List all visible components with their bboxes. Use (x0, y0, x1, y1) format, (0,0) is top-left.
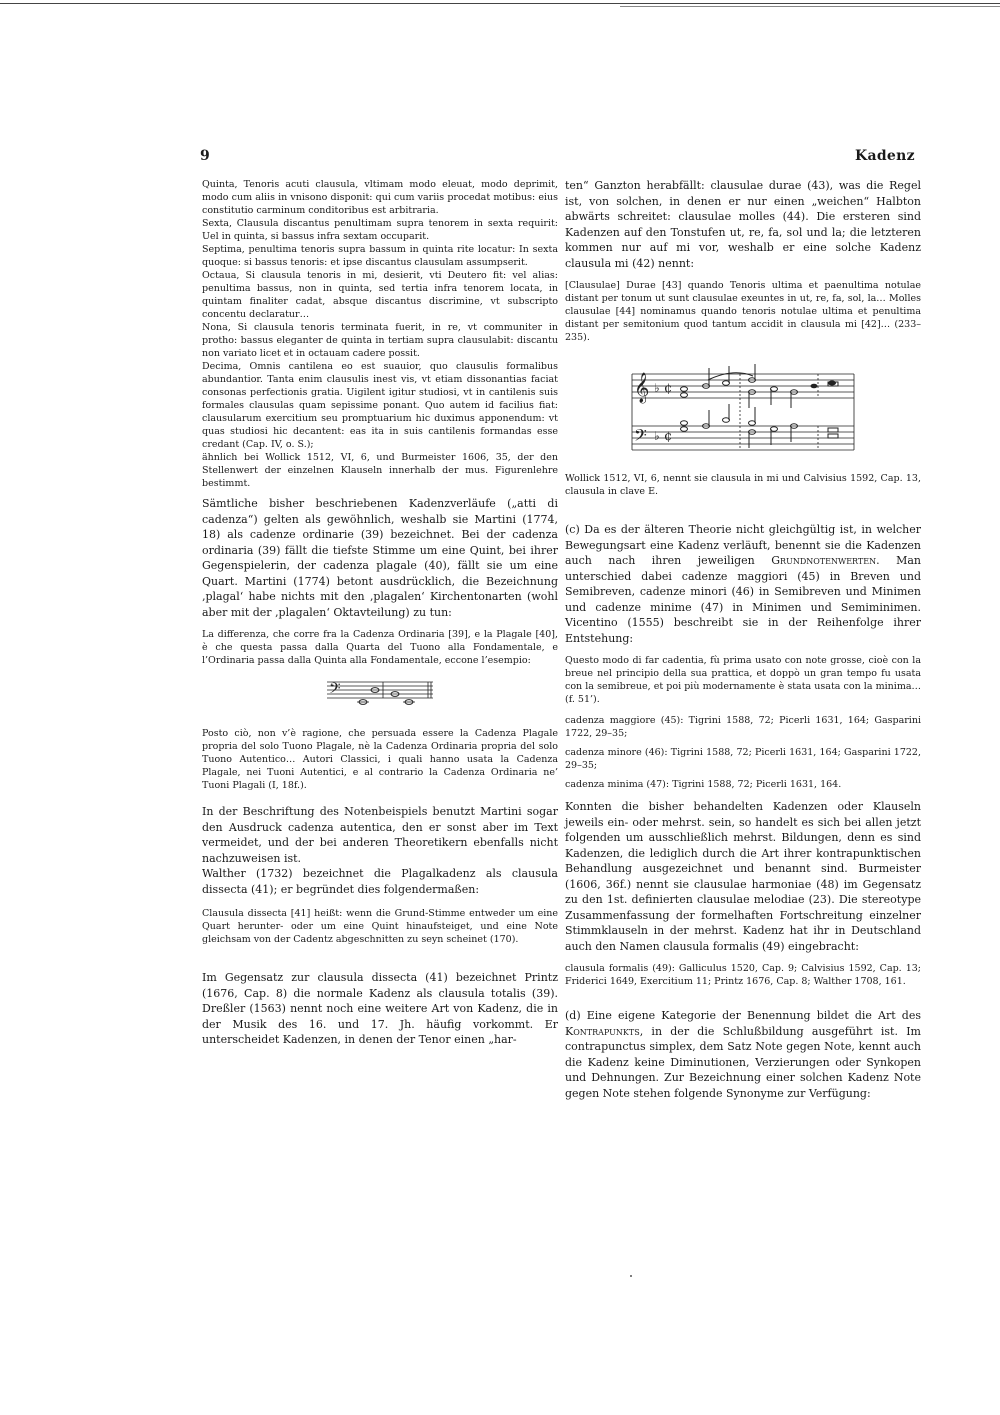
svg-text:¢: ¢ (664, 429, 673, 444)
reference-cadenza-minore: cadenza minore (46): Tigrini 1588, 72; Picerli 1631, 164; Gasparini 1722, 29–35; (565, 747, 921, 771)
paragraph-c-text-1: (c) Da es der älteren Theorie nicht gleichgültig ist, in welcher Bewegungsart eine Kadenz verläuft, benennt sie die Kadenzen auch nach ihren jeweiligen (565, 523, 921, 567)
left-column (202, 178, 558, 1048)
latin-quote-nona: Nona, Si clausula tenoris terminata fuerit, in re, vt communiter in protho: bassus eleganter de quinta in tertiam supra clausulabit: discantu non variato licet et in octauam cadere possit. (202, 322, 558, 359)
latin-quote-octaua: Octaua, Si clausula tenoris in mi, desierit, vti Deutero fit: vel alias: penultima bassus, non in quinta, sed tertia infra tenorem locata, in quintam finaliter cadat, absque discantus discrimine, vt subscripto concentu declaratur… (202, 270, 558, 320)
figure-caption-clausula-mi: Wollick 1512, VI, 6, nennt sie clausula in mi und Calvisius 1592, Cap. 13, clausula in clave E. (565, 473, 921, 497)
paragraph-d-text-2: , in der die Schlußbildung ausgeführt ist. Im contrapunctus simplex, dem Satz Note gegen Note, kennt auch die Kadenz keine Diminutionen, Verzierungen oder Synkopen und Dehnungen. Zur Bezeichnung einer solchen Kadenz Note gegen Note stehen folgende Synonyme zur Verfügung: (565, 1024, 921, 1100)
reference-cadenza-minima: cadenza minima (47): Tigrini 1588, 72; Picerli 1631, 164. (565, 779, 842, 790)
music-example-clausula-mi (628, 360, 858, 456)
music-example-plagal-cadence (325, 677, 435, 707)
quote-martini-2: Posto ciò, non v’è ragione, che persuada essere la Cadenza Plagale propria del solo Tuono Plagale, nè la Cadenza Ordinaria propria del solo Tuono Autentico… Autori Classici, i quali hanno usata la Cadenza Plagale, nei Tuoni Autentici, e al contrario la Cadenza Ordinaria ne’ Tuoni Plagali (I, 18f.). (202, 728, 558, 791)
paragraph-d (565, 1008, 921, 1101)
quote-vicentino: Questo modo di far cadentia, fù prima usato con note grosse, cioè con la breue nel principio della sua prattica, et doppò un gran tempo fu usata con la semibreue, et poi più modernamente è stata usata con la minima… (f. 51’). (565, 655, 921, 705)
quote-clausulae-durae-molles: [Clausulae] Durae [43] quando Tenoris ultima et paenultima notulae distant per tonum ut sunt clausulae exeuntes in ut, re, fa, sol, la… Molles clausulae [44] nominamus quando tenoris notulae ultima et penultima distant per semitonium quod tantum accidit in clausula mi [42]… (233–235). (565, 280, 921, 343)
paragraph-continuation: ten“ Ganzton herabfällt: clausulae durae (43), was die Regel ist, von solchen, in denen er nur einen „weichen“ Halbton abwärts schreitet: clausulae molles (44). Die ersteren sind Kadenzen auf den Tonstufen ut, re, fa, sol und la; die letzteren kommen nur auf mi vor, weshalb er eine solche Kadenz clausula mi (42) nennt: (565, 179, 921, 270)
svg-text:♭: ♭ (654, 429, 660, 443)
reference-clausula-formalis: clausula formalis (49): Galliculus 1520, Cap. 9; Calvisius 1592, Cap. 13; Friderici 1649, Exercitium 11; Printz 1676, Cap. 8; Walther 1708, 161. (565, 963, 921, 987)
page-number: 9 (200, 148, 210, 164)
latin-quote-sexta: Sexta, Clausula discantus penultimam supra tenorem in sexta requirit: Uel in quinta, si bassus infra sextam occuparit. (202, 218, 558, 242)
page-top-rule-secondary (620, 6, 1000, 7)
running-head: Kadenz (855, 148, 915, 164)
reference-cadenza-maggiore: cadenza maggiore (45): Tigrini 1588, 72; Picerli 1631, 164; Gasparini 1722, 29–35; (565, 715, 921, 739)
svg-text:♭: ♭ (654, 381, 660, 395)
page-top-rule (0, 3, 1000, 4)
svg-text:𝄢: 𝄢 (329, 680, 341, 701)
latin-quote-wollick-note: ähnlich bei Wollick 1512, VI, 6, und Burmeister 1606, 35, der den Stellenwert der einzelnen Klauseln innerhalb der mus. Figurenlehre bestimmt. (202, 452, 558, 489)
right-column (565, 178, 921, 1101)
svg-text:𝄞: 𝄞 (634, 373, 650, 403)
stray-mark (630, 1275, 632, 1277)
svg-text:¢: ¢ (664, 381, 673, 396)
svg-text:𝄢: 𝄢 (634, 425, 647, 449)
paragraph-c (565, 522, 921, 646)
paragraph-d-text-1: (d) Eine eigene Kategorie der Benennung bildet die Art des (565, 1009, 921, 1022)
paragraph-clausula-formalis: Konnten die bisher behandelten Kadenzen oder Klauseln jeweils ein- oder mehrst. sein, so handelt es sich bei allen jetzt folgenden um ausschließlich mehrst. Bildungen, denn es sind Kadenzen, die lediglich durch die Art ihrer kontrapunktischen Behandlung ausgezeichnet und benannt sind. Burmeister (1606, 36f.) nennt sie clausulae harmoniae (48) im Gegensatz zu den 1st. definierten clausulae melodiae (23). Die stereotype Zusammenfassung der formelhaften Fortschreitung einzelner Stimmklauseln in der mehrst. Kadenz hat ihr in Deutschland auch den Namen clausula formalis (49) eingebracht: (565, 800, 921, 953)
paragraph-c-text-2: . Man unterschied dabei cadenze maggiori (45) in Breven und Semibreven, cadenze minori (46) in Semibreven und Minimen und cadenze minime (47) in Minimen und Semiminimen. Vicentino (1555) beschreibt sie in der Reihenfolge ihrer Entstehung: (565, 554, 921, 645)
latin-quote-quinta: Quinta, Tenoris acuti clausula, vltimam modo eleuat, modo deprimit, modo cum aliis in vnisono disponit: qui cum variis procedat motibus: eius constitutio carminum conditoribus est arbitraria. (202, 179, 558, 216)
latin-quote-decima: Decima, Omnis cantilena eo est suauior, quo clausulis formalibus abundantior. Tanta enim clausulis inest vis, vt etiam dissonantias faciat consonas perfectionis gratia. Uigilent igitur studiosi, vt in cantilenis suis formales clausulas quam sepissime ponant. Quo autem id facilius fiat: clausularum exercitium seu promptuarium hic duximus apponendum: vt quas studiosi hic decantent: eas ita in suis cantilenis formandas esse credant (Cap. IV, o. S.); (202, 361, 558, 450)
paragraph-c-smallcaps: Grundnotenwerten (771, 554, 877, 567)
quote-martini-1: La differenza, che corre fra la Cadenza Ordinaria [39], e la Plagale [40], è che questa passa dalla Quarta del Tuono alla Fondamentale, e l’Ordinaria passa dalla Quinta alla Fondamentale, eccone l’esempio: (202, 629, 558, 666)
paragraph-walther: Walther (1732) bezeichnet die Plagalkadenz als clausula dissecta (41); er begründet dies folgendermaßen: (202, 867, 558, 896)
latin-quote-septima: Septima, penultima tenoris supra bassum in quinta rite locatur: In sexta quoque: si bassus tenoris: et ipse discantus clausulam assumpserit. (202, 244, 558, 268)
paragraph-d-smallcaps: Kontrapunkts (565, 1024, 640, 1038)
paragraph-martini: Sämtliche bisher beschriebenen Kadenzverläufe („atti di cadenza“) gelten als gewöhnlich, weshalb sie Martini (1774, 18) als cadenze ordinarie (39) bezeichnet. Bei der cadenza ordinaria (39) fällt die tiefste Stimme um eine Quint, bei ihrer Gegenspielerin, der cadenza plagale (40), fällt sie um eine Quart. Martini (1774) betont ausdrücklich, die Bezeichnung ‚plagal‘ habe nichts mit den ‚plagalen‘ Kirchentonarten (wohl aber mit der ‚plagalen‘ Oktavteilung) zu tun: (202, 497, 558, 619)
quote-walther: Clausula dissecta [41] heißt: wenn die Grund-Stimme entweder um eine Quart herunter- oder um eine Quint hinaufsteiget, und eine Note gleichsam von der Cadentz abgeschnitten zu seyn scheinet (170). (202, 908, 558, 945)
paragraph-beschriftung: In der Beschriftung des Notenbeispiels benutzt Martini sogar den Ausdruck cadenza autentica, den er sonst aber im Text vermeidet, und der bei anderen Theoretikern ebenfalls nicht nachzuweisen ist. (202, 805, 558, 865)
paragraph-printz: Im Gegensatz zur clausula dissecta (41) bezeichnet Printz (1676, Cap. 8) die normale Kadenz als clausula totalis (39). Dreßler (1563) nennt noch eine weitere Art von Kadenz, die in der Musik des 16. und 17. Jh. häufig vorkommt. Er unterscheidet Kadenzen, in denen der Tenor einen „har- (202, 971, 558, 1046)
